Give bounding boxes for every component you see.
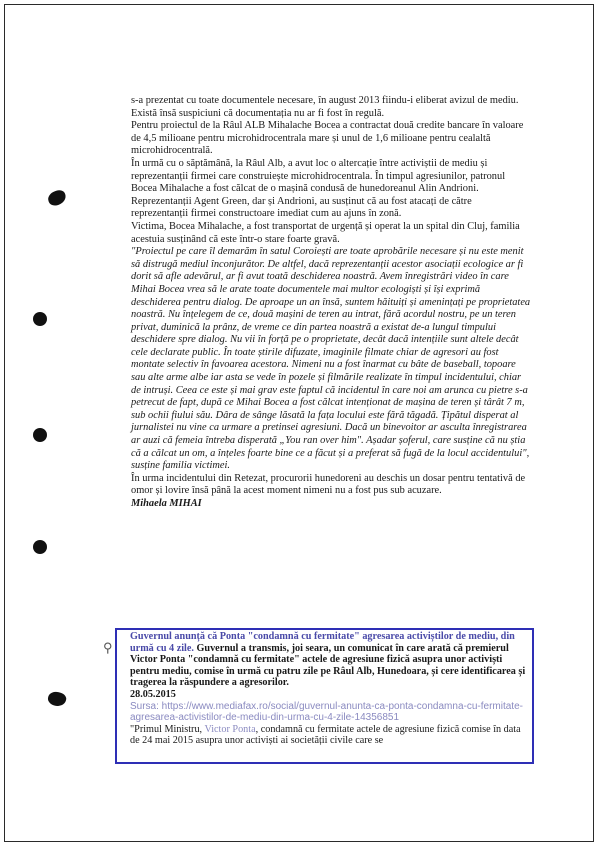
article-paragraph: Victima, Bocea Mihalache, a fost transportat de urgență și operat la un spital din Cluj, familia acestuia susținând că este într-o stare foarte gravă.: [131, 220, 520, 245]
news-date: 28.05.2015: [130, 688, 176, 700]
punch-hole: [33, 540, 47, 554]
family-quote: "Proiectul pe care îl demarăm în satul Coroiești are toate aprobările necesare și nu este menit să distrugă mediul înconjurător. De altfel, dacă reprezentanții acestor asociații ecologice ar fi dorit să afle adevărul, ar fi avut toată deschiderea noastră. Avem înregistrări video în care Mihai Bocea vrea să le arate toate documentele mai multor ecologiști și își exprimă deschiderea pentru dialog. De aproape un an însă, suntem hăituiți și amenințați pe proprietatea noastră. Nu înțelegem de ce, două mașini de teren au intrat, fără acordul nostru, pe un teren privat, duminică la prânz, de vreme ce din partea noastră a existat de-a lungul timpului deschidere spre dialog. Nu vii în forță pe o proprietate, decât dacă intențiile sunt altele decât cele declarate public. În toate știrile difuzate, imaginile filmate chiar de agresori au fost montate selectiv în favoarea acestora. Nimeni nu a fost înarmat cu bâte de baseball, topoare sau alte arme albe iar asta se vede în pozele și filmările realizate în timpul incidentului, chiar de intruși. Ceea ce este și mai grav este faptul că incidentul în care noi am arunca cu pietre s-a petrecut de fapt, după ce Mihai Bocea a fost călcat intenționat de mașina de teren și târât 7 m, sub ochii fiului său. Dâra de sânge lăsată la fața locului este fără tăgadă. Țipătul disperat al jurnalistei nu vine ca urmare a pretinsei agresiuni. Dacă un binevoitor ar asculta înregistrarea ar auzi că femeia întreba disperată „You ran over him". Așadar șoferul, care susține că nu știa că a călcat un om, a înțeles foarte bine ce a făcut și a preferat să fugă de la locul accidentului", susține familia victimei.: [131, 246, 531, 472]
article-paragraph: Reprezentanții Agent Green, dar și Andrioni, au susținut că au fost atacați de către reprezentanții firmei constructoare imediat cum au ajuns în zonă.: [131, 195, 472, 220]
article-paragraph: Pentru proiectul de la Râul ALB Mihalache Bocea a contractat două credite bancare în valoare de 4,5 milioane pentru microhidrocentrala mare și unul de 1,6 milioane pentru cealaltă microhidrocentrală.: [131, 120, 524, 157]
article-body: [131, 95, 531, 511]
news-source-link[interactable]: Sursa: https://www.mediafax.ro/social/guvernul-anunta-ca-ponta-condamna-cu-fermitate-agresarea-activistilor-de-mediu-din-urma-cu-4-zile-14356851: [130, 700, 523, 724]
closing-paragraph: În urma incidentului din Retezat, procurorii hunedoreni au deschis un dosar pentru tentativă de omor și lovire însă până la acest moment nimeni nu a fost pus sub acuzare.: [131, 472, 526, 497]
news-quote-rest: , condamnă cu fermitate actele de agresiune fizică comise în data de 24 mai 2015 asupra unor activiști ai societății civile care se: [130, 723, 521, 747]
paperclip-icon: ⚲: [103, 640, 113, 655]
news-clipping-box: [115, 628, 534, 764]
news-quote: [130, 724, 528, 747]
news-headline: Guvernul anunță că Ponta "condamnă cu fermitate" agresarea activiștilor de mediu, din urmă cu 4 zile.: [130, 631, 515, 654]
news-quote-name: Victor Ponta: [204, 723, 256, 735]
article-paragraph: În urmă cu o săptămână, la Râul Alb, a avut loc o altercație între activiștii de mediu și reprezentanții firmei care construiește microhidrocentrala. În timpul agresiunilor, patronul Bocea Mihalache a fost călcat de o mașină condusă de hunedoreanul Alin Andrioni.: [131, 157, 506, 195]
punch-hole: [33, 312, 47, 326]
article-paragraph: Există însă suspiciuni că documentația nu ar fi fost în regulă.: [131, 107, 385, 119]
news-quote-start: "Primul Ministru,: [130, 723, 205, 735]
author-signature: Mihaela MIHAI: [131, 498, 202, 509]
article-paragraph: s-a prezentat cu toate documentele necesare, în august 2013 fiindu-i eliberat avizul de mediu.: [131, 95, 519, 106]
punch-hole: [33, 428, 47, 442]
news-lead: Guvernul a transmis, joi seara, un comunicat în care arată că premierul Victor Ponta "condamnă cu fermitate" actele de agresiune fizică asupra unor activiști pentru mediu, comise în urmă cu patru zile pe Râul Alb, Hunedoara, și cere identificarea și tragerea la răspundere a agresorilor.: [130, 642, 526, 689]
